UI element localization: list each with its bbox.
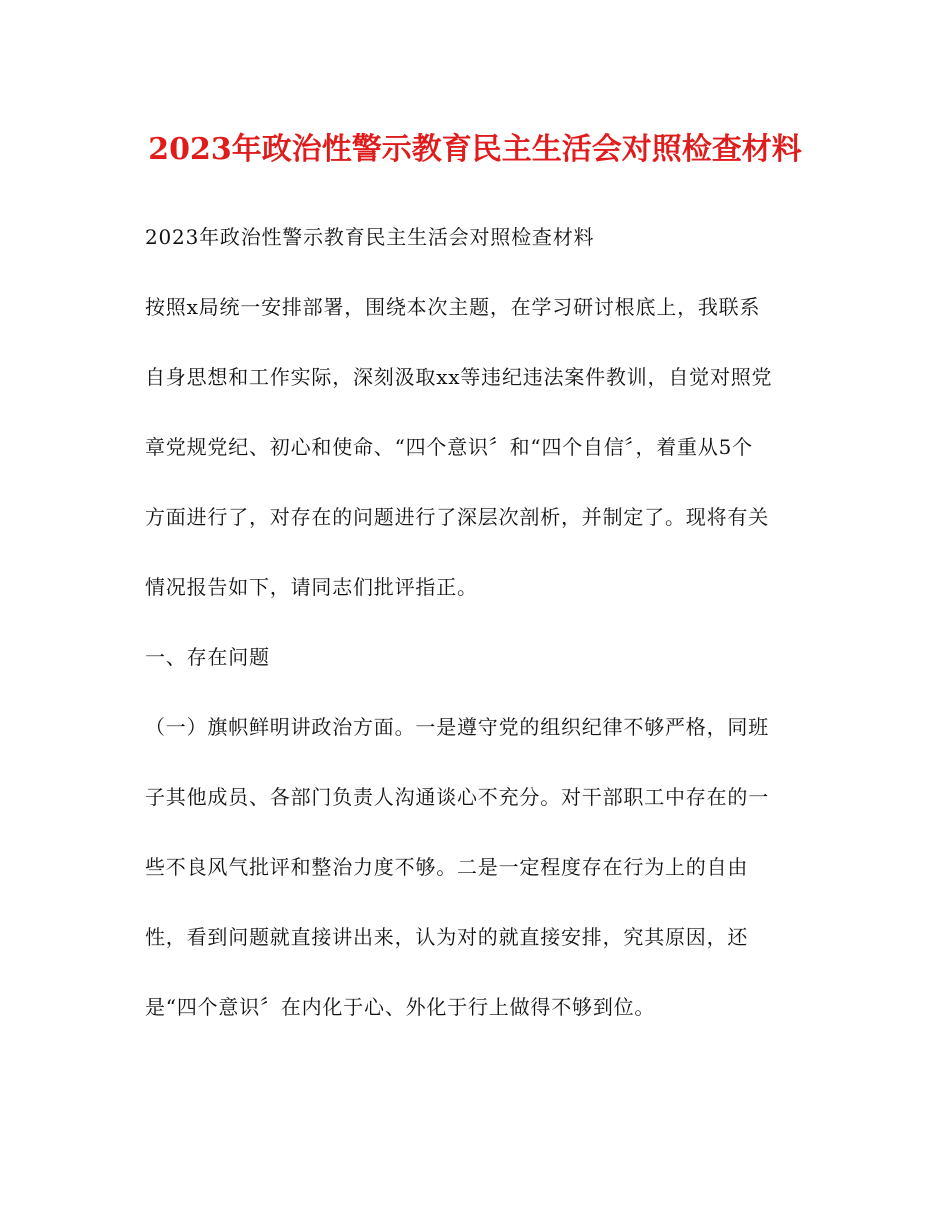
paragraph-line: 章党规党纪、初心和使命、“四个意识〞和“四个自信〞，着重从5个 [145,435,753,459]
paragraph-line: 性，看到问题就直接讲出来，认为对的就直接安排，究其原因，还 [145,925,749,949]
paragraph-line: （一）旗帜鲜明讲政治方面。一是遵守党的组织纪律不够严格，同班 [145,715,769,739]
paragraph-line: 方面进行了，对存在的问题进行了深层次剖析，并制定了。现将有关 [145,505,769,529]
section-heading: 一、存在问题 [145,645,270,669]
paragraph-line: 情况报告如下，请同志们批评指正。 [145,575,478,599]
document-title: 2023年政治性警示教育民主生活会对照检查材料 [148,132,802,167]
paragraph-line: 按照x局统一安排部署，围绕本次主题，在学习研讨根底上，我联系 [145,295,761,319]
paragraph-line: 自身思想和工作实际，深刻汲取xx等违纪违法案件教训，自觉对照党 [145,365,773,389]
subtitle-line: 2023年政治性警示教育民主生活会对照检查材料 [145,225,595,249]
paragraph-line: 子其他成员、各部门负责人沟通谈心不充分。对干部职工中存在的一 [145,785,769,809]
paragraph-line: 些不良风气批评和整治力度不够。二是一定程度存在行为上的自由 [145,855,749,879]
paragraph-line: 是“四个意识〞在内化于心、外化于行上做得不够到位。 [145,995,656,1019]
